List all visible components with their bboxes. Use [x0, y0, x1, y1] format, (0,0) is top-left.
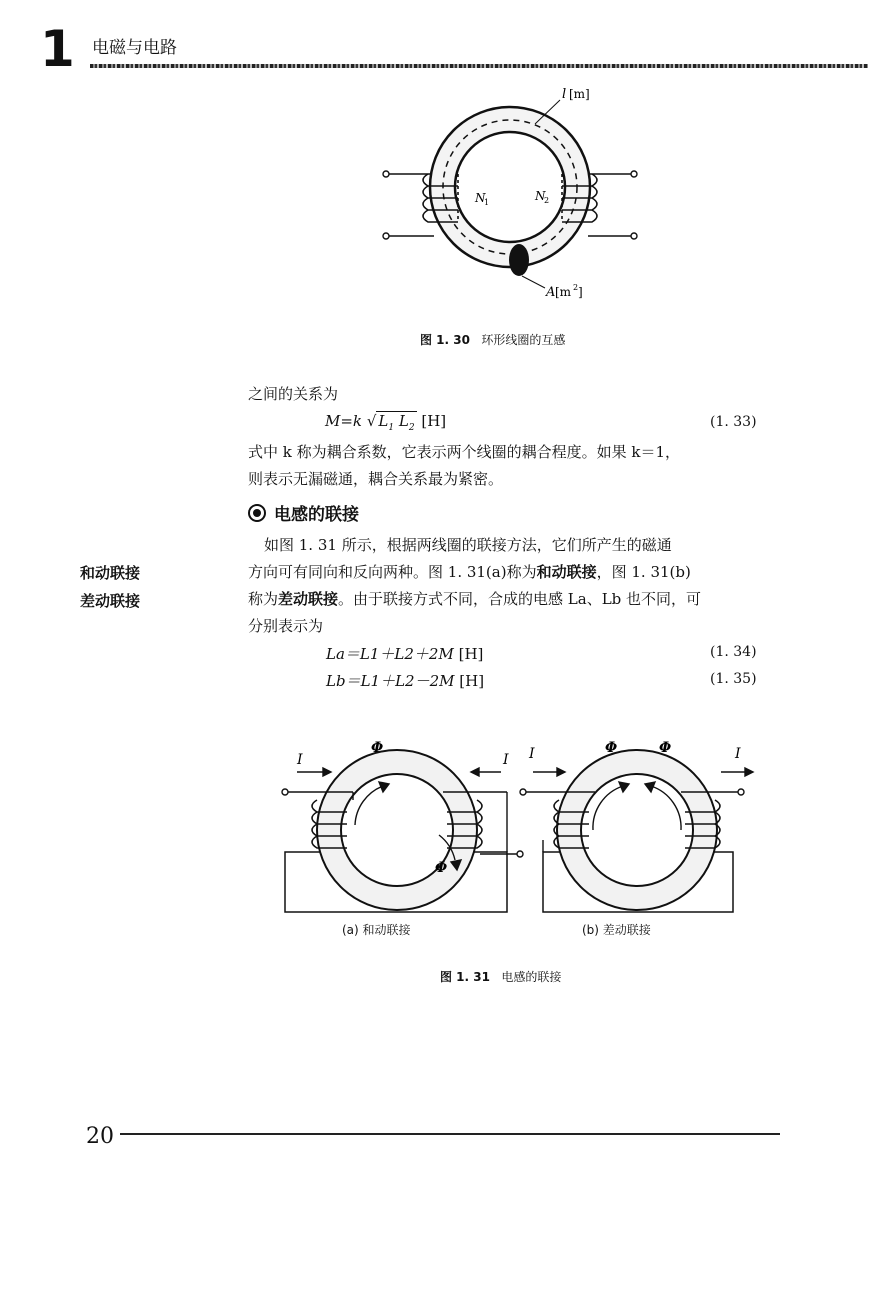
- chapter-number: 1: [40, 20, 75, 78]
- label-n1-sub: 1: [484, 198, 490, 207]
- eq133-rad-l1: L: [378, 412, 389, 430]
- fig131b-i-left: I: [529, 746, 535, 762]
- margin-term-additive: 和动联接: [80, 564, 141, 582]
- eq135-expr: Lb＝L1＋L2－2M: [326, 672, 455, 690]
- figure-1-31b-subcaption: (b) 差动联接: [582, 923, 651, 937]
- fig131a-phi-bottom: Φ: [435, 860, 448, 876]
- figure-1-31-caption-text: 电感的联接: [501, 970, 562, 984]
- fig131a-i-left: I: [297, 752, 303, 768]
- sqrt-sign-icon: √: [366, 412, 377, 430]
- eq133-number: (1. 33): [710, 414, 757, 430]
- figure-1-31-caption: [440, 968, 561, 985]
- para2-line2: [248, 559, 691, 585]
- para2-line2-tail: ，图 1. 31(b): [596, 563, 691, 581]
- para2-line2-pre: 方向可有同向和反向两种。图 1. 31(a)称为: [248, 563, 537, 581]
- eq135-unit: [H]: [459, 672, 485, 690]
- label-n2-sub: 2: [544, 196, 550, 205]
- label-l: l: [562, 87, 567, 102]
- fig131a-i-right: I: [503, 752, 509, 768]
- figure-1-31a-subcaption: (a) 和动联接: [342, 923, 411, 937]
- label-a-unit: [m: [555, 285, 572, 299]
- footer-rule: [120, 1133, 780, 1135]
- page-number: 20: [86, 1124, 114, 1149]
- eq133-radicand: $L_1$ $L_2$: [378, 412, 415, 433]
- figure-1-30-caption-text: 环形线圈的互感: [481, 333, 566, 347]
- figure-1-31-caption-number: 图 1. 31: [440, 970, 490, 984]
- fig131b-phi-right: Φ: [659, 740, 672, 756]
- figure-1-31b: [520, 750, 753, 912]
- leader-a: [522, 276, 545, 288]
- header-rule: [90, 64, 868, 68]
- figure-1-30-toroid: [370, 82, 650, 304]
- label-n1: N: [475, 191, 486, 205]
- eq133-unit: [H]: [421, 412, 447, 430]
- bullet-icon: [248, 504, 266, 522]
- para2-line1: 如图 1. 31 所示，根据两线圈的联接方法，它们所产生的磁通: [264, 536, 672, 554]
- margin-term-differential: 差动联接: [80, 592, 141, 610]
- fig131b-phi-left: Φ: [605, 740, 618, 756]
- toroid-inner: [455, 132, 565, 242]
- para2-line3-pre: 称为: [248, 590, 279, 608]
- fig131a-phi-top: Φ: [371, 740, 384, 756]
- para1-line1: 式中 k 称为耦合系数，它表示两个线圈的耦合程度。如果 k＝1，: [248, 443, 681, 461]
- eq133-rad-l2: L: [398, 412, 409, 430]
- eq133-lhs: M=k: [325, 412, 363, 430]
- eq134-unit: [H]: [458, 645, 484, 663]
- eq134-expr: La＝L1＋L2＋2M: [326, 645, 454, 663]
- eq135-number: (1. 35): [710, 671, 757, 687]
- label-n2: N: [535, 189, 546, 203]
- figure-1-31-coupling: [275, 730, 775, 920]
- section-heading: [248, 500, 359, 525]
- cross-section-area: [509, 244, 529, 276]
- para2-line4: 分别表示为: [248, 617, 324, 635]
- para2-line3-tail: 。由于联接方式不同，合成的电感 La、Lb 也不同，可: [338, 590, 702, 608]
- label-a-sup: 2: [573, 283, 579, 292]
- fig131b-i-right: I: [735, 746, 741, 762]
- label-a: A: [546, 285, 556, 300]
- figure-1-30-caption-number: 图 1. 30: [420, 333, 470, 347]
- chapter-title: 电磁与电路: [92, 38, 177, 58]
- label-a-close: ]: [578, 285, 583, 299]
- para2-line2-term: 和动联接: [536, 563, 597, 581]
- equation-1-33: [325, 412, 446, 433]
- equation-1-34: [326, 643, 483, 664]
- eq134-number: (1. 34): [710, 644, 757, 660]
- figure-1-31a: [282, 750, 523, 912]
- equation-1-35: [326, 670, 484, 691]
- figure-1-30-caption: [420, 331, 565, 348]
- para2-line3: [248, 586, 701, 612]
- para2-line3-term: 差动联接: [278, 590, 339, 608]
- para1-line2: 则表示无漏磁通，耦合关系最为紧密。: [248, 470, 504, 488]
- text-line-intro: 之间的关系为: [248, 385, 339, 403]
- label-l-unit: [m]: [569, 87, 590, 101]
- section-title: 电感的联接: [274, 505, 359, 525]
